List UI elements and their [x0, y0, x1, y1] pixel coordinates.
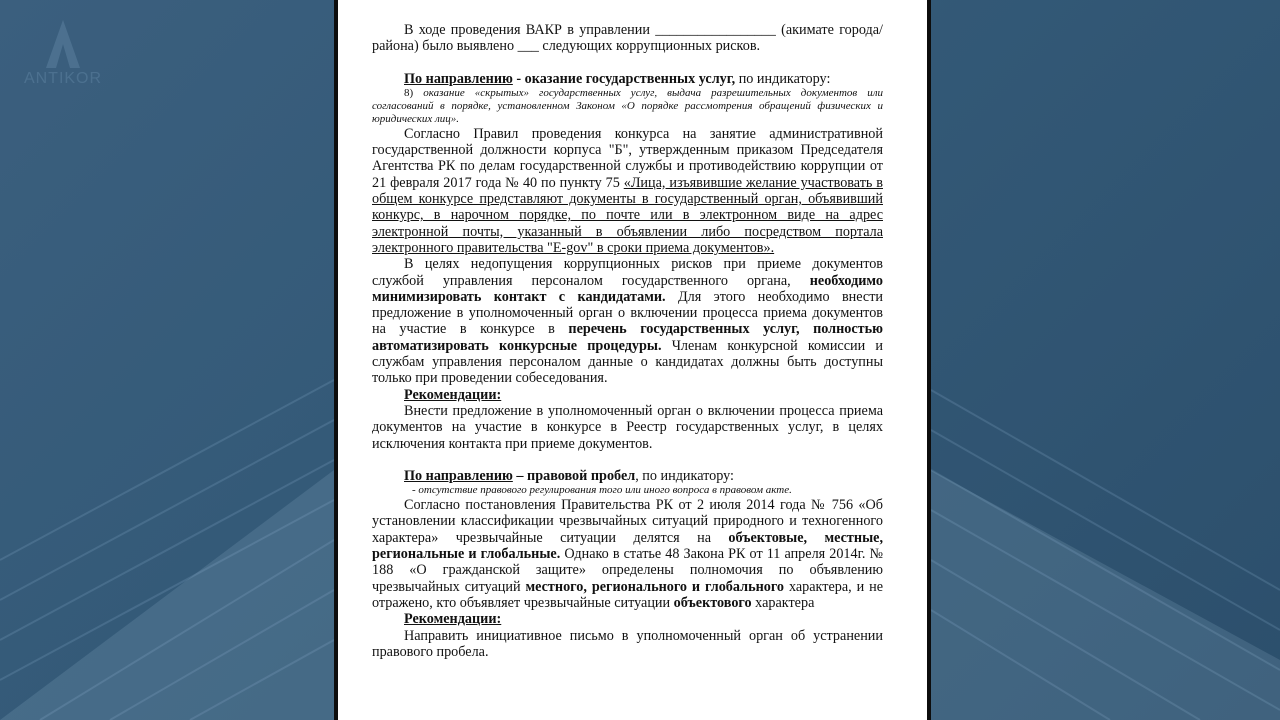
section1-recommendations-text: Внести предложение в уполномоченный орган о включении процесса приема документов на участие в конкурсе в Реестр государственных услуг, в целях исключения контакта при приеме документов.: [372, 402, 883, 452]
section1-paragraph-1: Согласно Правил проведения конкурса на занятие административной государственной должности корпуса "Б", утвержденным приказом Председателя Агентства РК по делам государственной службы и противодействию коррупции от 21 февраля 2017 года № 40 по пункту 75 «Лица, изъявившие желание участвовать в общем конкурсе представляют документы в государственный орган, объявивший конкурс, в нарочном порядке, по почте или в электронном виде на адрес электронной почты, указанный в объявлении либо посредством портала электронного правительства "E-gov" в сроки приема документов».: [372, 125, 883, 256]
antikor-logo: [18, 18, 108, 90]
section1-indicator: 8) оказание «скрытых» государственных услуг, выдача разрешительных документов или согласований в порядке, установленном Законом «О порядке рассмотрения обращений физических и юридических лиц».: [372, 86, 883, 125]
logo-mark-icon: [18, 18, 108, 70]
logo-text: ANTIKOR: [23, 70, 103, 87]
document-page: [338, 0, 927, 720]
section2-recommendations-text: Направить инициативное письмо в уполномоченный орган об устранении правового пробела.: [372, 627, 883, 660]
section2-recommendations-heading: Рекомендации:: [404, 611, 502, 628]
section2-indicator: - отсутствие правового регулирования того или иного вопроса в правовом акте.: [412, 484, 792, 497]
section1-heading: По направлению - оказание государственных услуг, по индикатору:: [404, 70, 831, 87]
section2-paragraph-1: Согласно постановления Правительства РК от 2 июля 2014 года № 756 «Об установлении классификации чрезвычайных ситуаций природного и техногенного характера» чрезвычайные ситуации делятся на объектовые, местные, региональные и глобальные. Однако в статье 48 Закона РК от 11 апреля 2014г. № 188 «О гражданской защите» определены полномочия по объявлению чрезвычайных ситуаций местного, регионального и глобального характера, и не отражено, кто объявляет чрезвычайные ситуации объектового характера: [372, 497, 883, 611]
section2-heading: По направлению – правовой пробел, по индикатору:: [404, 467, 734, 484]
intro-paragraph: В ходе проведения ВАКР в управлении _________________ (акимате города/района) было выявлено ___ следующих коррупционных рисков.: [372, 22, 883, 55]
section1-recommendations-heading: Рекомендации:: [404, 386, 502, 403]
section1-paragraph-2: В целях недопущения коррупционных рисков при приеме документов службой управления персоналом государственного органа, необходимо минимизировать контакт с кандидатами. Для этого необходимо внести предложение в уполномоченный орган о включении процесса приема документов на участие в конкурсе в перечень государственных услуг, полностью автоматизировать конкурсные процедуры. Членам конкурсной комиссии и службам управления персоналом данные о кандидатах должны быть доступны только при проведении собеседования.: [372, 256, 883, 387]
